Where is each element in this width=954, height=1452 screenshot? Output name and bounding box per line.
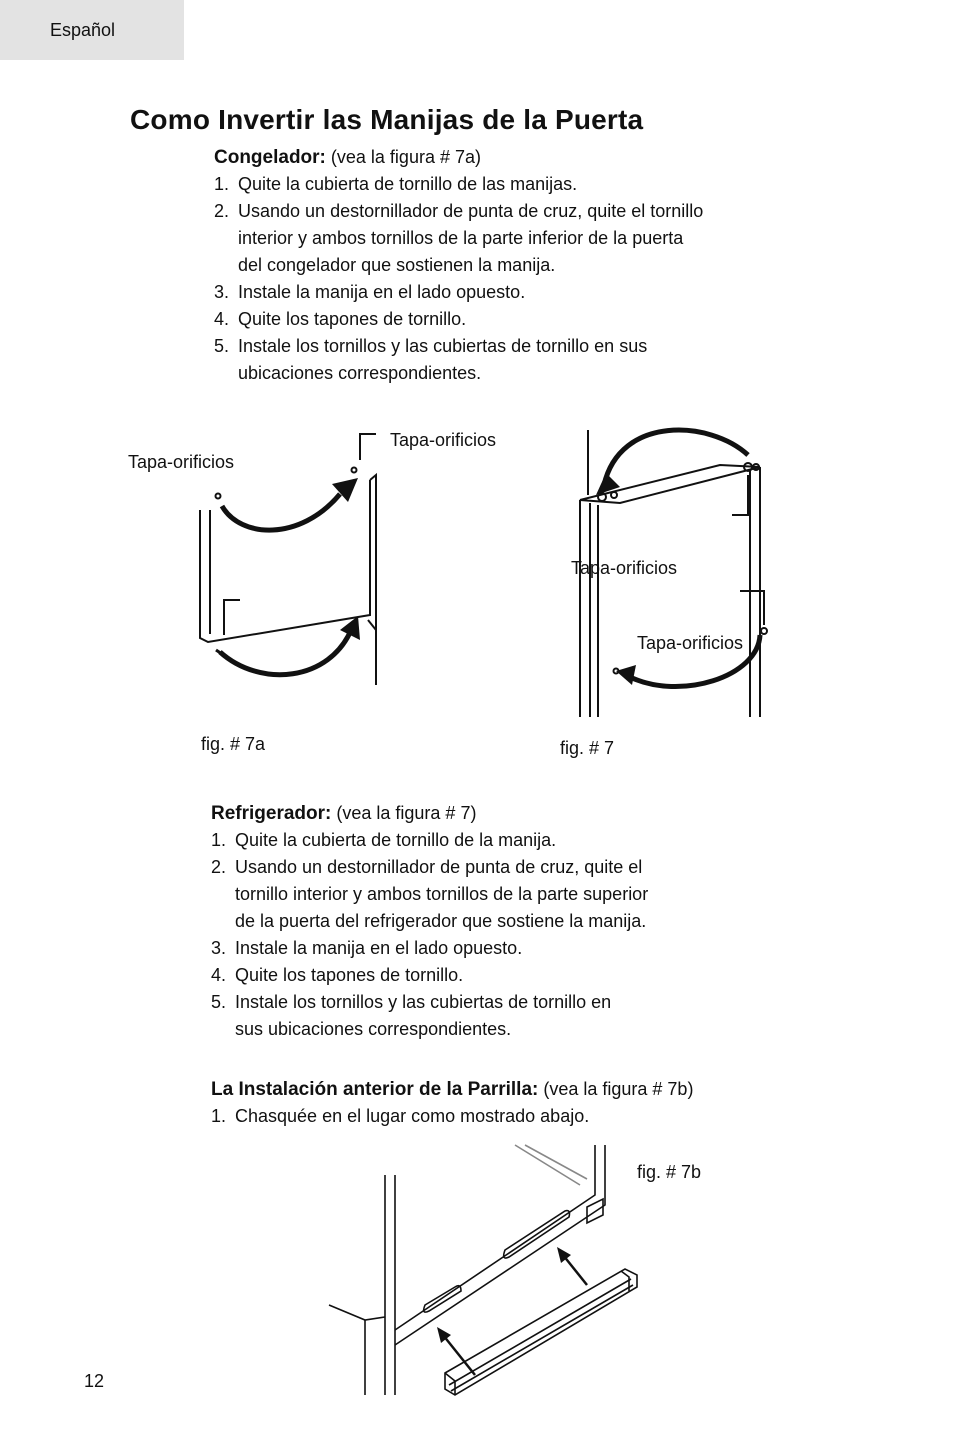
freezer-heading [214, 144, 814, 171]
step-line: tornillo interior y ambos tornillos de la parte superior [235, 884, 649, 904]
grille-section [211, 1076, 871, 1130]
freezer-heading-reference: (vea la figura # 7a) [330, 147, 481, 167]
grille-steps [211, 1103, 871, 1130]
step-number: 1. [214, 174, 230, 194]
refrigerator-step [211, 854, 811, 935]
step-line: Quite los tapones de tornillo. [235, 965, 464, 985]
freezer-steps [214, 171, 814, 387]
step-number: 2. [214, 201, 230, 221]
freezer-step [214, 171, 814, 198]
page-title: Como Invertir las Manijas de la Puerta [130, 104, 644, 135]
freezer-section [214, 144, 814, 387]
figure-7b-illustration [325, 1145, 645, 1405]
step-line: Chasquée en el lugar como mostrado abajo. [235, 1106, 590, 1126]
fig7-label-middle: Tapa-orificios [571, 558, 678, 578]
step-number: 5. [211, 992, 227, 1012]
freezer-step [214, 198, 814, 279]
step-number: 3. [211, 938, 227, 958]
refrigerator-heading-label: Refrigerador: [211, 803, 332, 824]
freezer-heading-label: Congelador: [214, 147, 326, 168]
step-line: Instale la manija en el lado opuesto. [238, 282, 526, 302]
fig7-caption: fig. # 7 [560, 738, 615, 758]
grille-heading-reference: (vea la figura # 7b) [543, 1079, 694, 1099]
step-line: Instale los tornillos y las cubiertas de tornillo en sus [238, 336, 648, 356]
refrigerator-section [211, 800, 811, 1043]
step-line: Usando un destornillador de punta de cruz, quite el [235, 857, 643, 877]
refrigerator-step [211, 935, 811, 962]
step-number: 1. [211, 1106, 227, 1126]
page-number: 12 [84, 1371, 105, 1391]
refrigerator-step [211, 827, 811, 854]
step-line: Usando un destornillador de punta de cruz, quite el tornillo [238, 201, 704, 221]
refrigerator-heading-reference: (vea la figura # 7) [336, 803, 477, 823]
step-line: Quite la cubierta de tornillo de las manijas. [238, 174, 578, 194]
step-number: 3. [214, 282, 230, 302]
fig7a-caption: fig. # 7a [201, 734, 266, 754]
grille-heading-label: La Instalación anterior de la Parrilla: [211, 1079, 539, 1100]
step-line: Quite la cubierta de tornillo de la manija. [235, 830, 557, 850]
step-line: Quite los tapones de tornillo. [238, 309, 467, 329]
step-line: de la puerta del refrigerador que sostiene la manija. [235, 911, 647, 931]
fig7-label-bottom: Tapa-orificios [637, 633, 744, 653]
refrigerator-heading [211, 800, 811, 827]
refrigerator-step [211, 962, 811, 989]
freezer-step [214, 333, 814, 387]
step-line: Instale los tornillos y las cubiertas de tornillo en [235, 992, 612, 1012]
step-number: 4. [214, 309, 230, 329]
step-number: 4. [211, 965, 227, 985]
refrigerator-step [211, 989, 811, 1043]
refrigerator-steps [211, 827, 811, 1043]
freezer-step [214, 279, 814, 306]
freezer-step [214, 306, 814, 333]
step-number: 2. [211, 857, 227, 877]
step-line: ubicaciones correspondientes. [238, 363, 482, 383]
step-number: 1. [211, 830, 227, 850]
step-line: interior y ambos tornillos de la parte inferior de la puerta [238, 228, 684, 248]
step-number: 5. [214, 336, 230, 356]
fig7b-caption: fig. # 7b [637, 1162, 702, 1182]
step-line: sus ubicaciones correspondientes. [235, 1019, 512, 1039]
step-line: Instale la manija en el lado opuesto. [235, 938, 523, 958]
grille-step [211, 1103, 871, 1130]
language-tab: Español [0, 0, 184, 60]
step-line: del congelador que sostienen la manija. [238, 255, 556, 275]
grille-heading [211, 1076, 871, 1103]
fig7a-label-left: Tapa-orificios [128, 452, 235, 472]
fig7a-label-right: Tapa-orificios [390, 430, 497, 450]
